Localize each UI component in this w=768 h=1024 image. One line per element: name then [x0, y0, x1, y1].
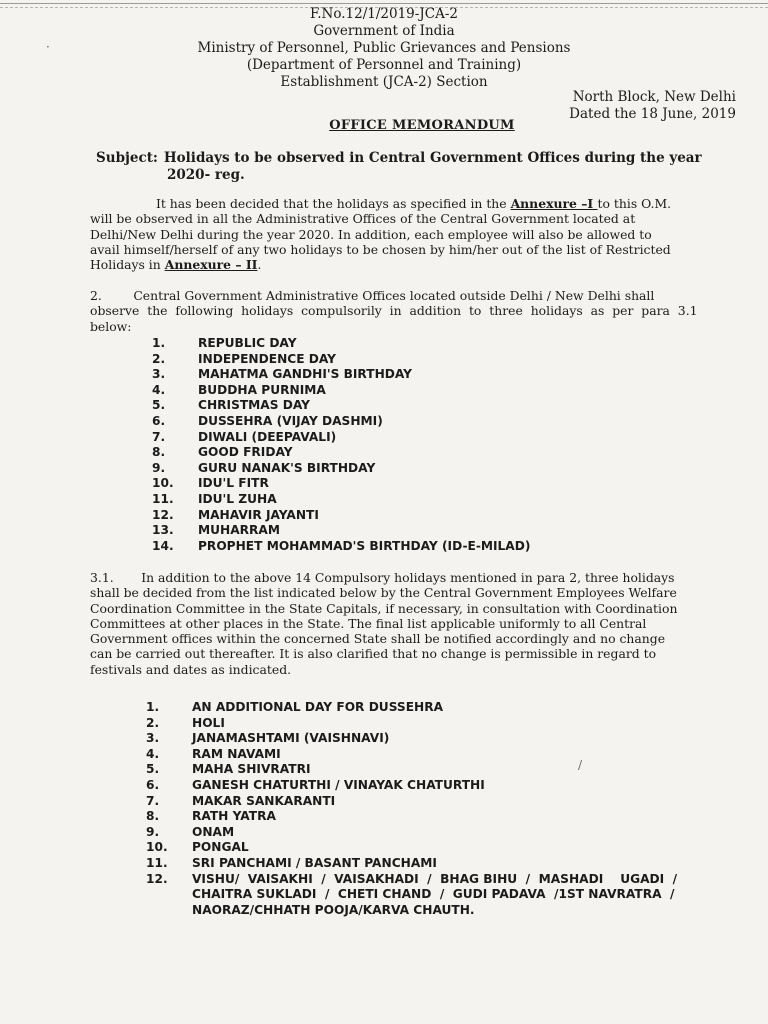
paragraph-2	[90, 288, 738, 334]
place: North Block, New Delhi	[572, 89, 736, 105]
list-item-number: 4.	[146, 746, 160, 761]
list-item-name: JANAMASHTAMI (VAISHNAVI)	[192, 731, 390, 746]
scan-mark: ·	[46, 40, 50, 54]
list-item	[152, 352, 632, 368]
list-item-name: IDU'L ZUHA	[198, 491, 277, 506]
date: Dated the 18 June, 2019	[569, 106, 736, 122]
list-item-number: 8.	[146, 809, 160, 824]
list-item-number: 1.	[146, 700, 160, 714]
list-item-name: CHRISTMAS DAY	[198, 398, 310, 413]
list-item	[152, 461, 632, 477]
optional-holidays-list	[146, 700, 736, 887]
list-item-name: RAM NAVAMI	[192, 746, 281, 761]
list-item-name: PROPHET MOHAMMAD'S BIRTHDAY (ID-E-MILAD)	[198, 538, 531, 553]
annexure-1-ref: Annexure –I	[510, 196, 598, 211]
list-item	[152, 508, 632, 524]
list-item	[152, 523, 632, 539]
list-item-number: 8.	[152, 445, 166, 460]
list-item-number: 13.	[152, 523, 174, 538]
list-item-name: ONAM	[192, 824, 235, 839]
list-item-name: VISHU/ VAISAKHI / VAISAKHADI / BHAG BIHU / MASHADI UGADI /	[192, 871, 678, 886]
list-item-number: 9.	[152, 460, 166, 475]
list-item	[152, 414, 632, 430]
list-item-name: DUSSEHRA (VIJAY DASHMI)	[198, 413, 383, 428]
list-item-number: 6.	[146, 777, 160, 792]
list-item-number: 2.	[152, 351, 166, 366]
list-item-name: PONGAL	[192, 840, 249, 855]
list-item-number: 14.	[152, 538, 174, 553]
list-item-number: 11.	[146, 855, 168, 870]
para3-line: can be carried out thereafter. It is also clarified that no change is permissible in regard to	[90, 646, 657, 662]
list-item	[146, 700, 736, 716]
list-item-number: 10.	[146, 840, 168, 855]
list-item-name: HOLI	[192, 715, 225, 730]
pen-mark: /	[578, 758, 583, 772]
para1-text: Holidays in	[90, 257, 165, 273]
list-item-number: 9.	[146, 824, 160, 839]
list-item-number: 1.	[152, 336, 166, 350]
file-number: F.No.12/1/2019-JCA-2	[310, 6, 458, 22]
item-12-line-3: NAORAZ/CHHATH POOJA/KARVA CHAUTH.	[192, 902, 475, 917]
list-item	[152, 476, 632, 492]
subject-label: Subject:	[96, 150, 158, 166]
subject	[96, 150, 746, 184]
paragraph-1	[90, 196, 738, 272]
para3-line: 3.1. In addition to the above 14 Compulsory holidays mentioned in para 2, three holidays	[90, 570, 675, 585]
para3-line: festivals and dates as indicated.	[90, 661, 292, 677]
subject-line-1: Holidays to be observed in Central Government Offices during the year	[163, 150, 702, 166]
list-item	[152, 383, 632, 399]
list-item-name: DIWALI (DEEPAVALI)	[198, 429, 337, 444]
subject-line-2: 2020- reg.	[167, 167, 245, 183]
list-item-name: MUHARRAM	[198, 523, 280, 538]
list-item	[152, 539, 632, 555]
list-item-name: GURU NANAK'S BIRTHDAY	[198, 460, 376, 475]
list-item	[146, 716, 736, 732]
list-item-number: 12.	[152, 507, 174, 522]
list-item-name: GOOD FRIDAY	[198, 445, 293, 460]
list-item-number: 5.	[146, 762, 160, 777]
para1-line: will be observed in all the Administrative Offices of the Central Government located at	[90, 211, 636, 227]
annexure-2-ref: Annexure – II	[164, 257, 258, 273]
ministry-name: Ministry of Personnel, Public Grievances and Pensions	[197, 40, 571, 56]
list-item-number: 5.	[152, 398, 166, 413]
list-item-number: 3.	[146, 731, 160, 746]
list-item-number: 7.	[152, 429, 166, 444]
list-item-number: 11.	[152, 491, 174, 506]
list-item	[146, 794, 736, 810]
list-item-number: 12.	[146, 871, 168, 886]
list-item-name: GANESH CHATURTHI / VINAYAK CHATURTHI	[192, 777, 485, 792]
list-item-name: MAKAR SANKARANTI	[192, 793, 336, 808]
list-item	[146, 872, 736, 888]
list-item-number: 3.	[152, 367, 166, 382]
item-12-continuation	[192, 887, 752, 918]
scan-edge-line	[0, 3, 768, 4]
department-name: (Department of Personnel and Training)	[246, 57, 522, 73]
list-item-name: RATH YATRA	[192, 809, 276, 824]
list-item-number: 2.	[146, 715, 160, 730]
list-item	[152, 492, 632, 508]
list-item-number: 7.	[146, 793, 160, 808]
list-item	[146, 762, 736, 778]
list-item-name: MAHAVIR JAYANTI	[198, 507, 319, 522]
list-item	[146, 809, 736, 825]
list-item-number: 4.	[152, 382, 166, 397]
list-item-name: SRI PANCHAMI / BASANT PANCHAMI	[192, 855, 437, 870]
list-item	[152, 445, 632, 461]
memo-title: OFFICE MEMORANDUM	[329, 118, 515, 133]
list-item	[146, 856, 736, 872]
list-item-name: AN ADDITIONAL DAY FOR DUSSEHRA	[192, 700, 444, 714]
list-item-name: INDEPENDENCE DAY	[198, 351, 336, 366]
list-item-name: REPUBLIC DAY	[198, 336, 297, 350]
list-item-name: MAHA SHIVRATRI	[192, 762, 311, 777]
para1-line: avail himself/herself of any two holidays to be chosen by him/her out of the list of Restricted	[90, 241, 671, 257]
para1-text: It has been decided that the holidays as specified in the	[156, 196, 511, 211]
para1-text: .	[257, 257, 262, 273]
letterhead	[0, 6, 768, 91]
para2-line: 2. Central Government Administrative Offices located outside Delhi / New Delhi shall	[90, 288, 655, 303]
paragraph-3-1	[90, 570, 738, 677]
list-item	[152, 398, 632, 414]
list-item	[146, 731, 736, 747]
para1-text: to this O.M.	[597, 196, 672, 211]
list-item	[152, 367, 632, 383]
list-item-name: IDU'L FITR	[198, 476, 269, 491]
list-item-name: MAHATMA GANDHI'S BIRTHDAY	[198, 367, 412, 382]
para2-line: observe the following holidays compulsorily in addition to three holidays as per para 3.1	[90, 303, 698, 319]
section-name: Establishment (JCA-2) Section	[280, 74, 488, 90]
list-item	[152, 430, 632, 446]
list-item	[146, 825, 736, 841]
para2-line: below:	[90, 318, 132, 334]
list-item-number: 10.	[152, 476, 174, 491]
para3-line: Coordination Committee in the State Capitals, if necessary, in consultation with Coordination	[90, 600, 678, 616]
para3-line: Committees at other places in the State. The final list applicable uniformly to all Central	[90, 615, 647, 631]
list-item	[146, 778, 736, 794]
para3-line: shall be decided from the list indicated below by the Central Government Employees Welfare	[90, 585, 677, 601]
para1-line: Delhi/New Delhi during the year 2020. In addition, each employee will also be allowed to	[90, 226, 652, 242]
list-item	[146, 840, 736, 856]
government-name: Government of India	[313, 23, 455, 39]
compulsory-holidays-list	[152, 336, 632, 554]
para3-line: Government offices within the concerned State shall be notified accordingly and no change	[90, 631, 666, 647]
list-item	[152, 336, 632, 352]
list-item	[146, 747, 736, 763]
list-item-number: 6.	[152, 413, 166, 428]
list-item-name: BUDDHA PURNIMA	[198, 382, 326, 397]
item-12-line-2: CHAITRA SUKLADI / CHETI CHAND / GUDI PADAVA /1ST NAVRATRA /	[192, 887, 675, 901]
